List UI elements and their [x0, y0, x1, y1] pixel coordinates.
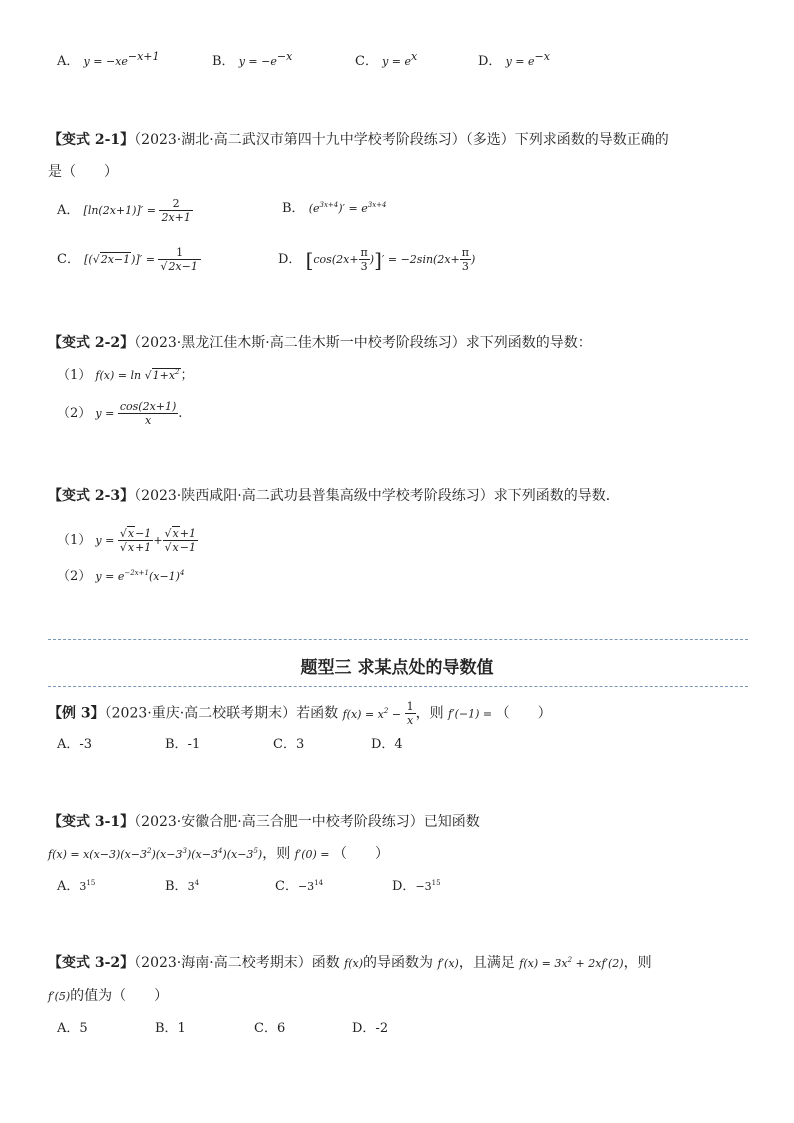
- v21-option-a: A． [ln(2x+1)]′ = $\frac{2}{2x+1}$: [57, 197, 191, 224]
- ex3-option-a: A．-3: [57, 737, 93, 752]
- v21-question-cont: 是（ ）: [48, 164, 118, 180]
- top-option-d: D． $y = e^{-x}$: [478, 50, 550, 69]
- v32-option-d: D．-2: [352, 1021, 389, 1036]
- v32-question: 【变式 3-2】（2023·海南·高二校考期末）函数 f(x)的导函数为 f′(x)，且满足 $f(x) = 3x^2 + 2xf'(2)$，则: [48, 955, 652, 971]
- v31-option-c: C．$-3^{14}$: [275, 879, 324, 894]
- ex3-question: 【例 3】（2023·重庆·高二校联考期末）若函数 $f(x) = x^2$ − $\frac{1}{x}$ ，则 f′(−1) = （ ）: [48, 700, 552, 727]
- section-divider-top: [48, 639, 748, 640]
- v21-option-c: C． [(√2x−1)]′ = $\frac{1}{√2x-1}$: [57, 246, 201, 273]
- v31-question: 【变式 3-1】（2023·安徽合肥·高三合肥一中校考阶段练习）已知函数: [48, 814, 480, 830]
- v21-option-b: B． $(e^{3x+4})' = e^{3x+4}$: [282, 201, 387, 216]
- section-title: 题型三 求某点处的导数值: [300, 658, 494, 678]
- v22-question: 【变式 2-2】（2023·黑龙江佳木斯·高二佳木斯一中校考阶段练习）求下列函数的导数：: [48, 335, 592, 351]
- v23-question: 【变式 2-3】（2023·陕西咸阳·高二武功县普集高级中学校考阶段练习）求下列函数的导数．: [48, 488, 620, 504]
- v23-part-1: （1） y = $\frac{√x-1}{√x+1}$ + $\frac{√x+1}{√x-1}$: [57, 527, 196, 554]
- top-option-b: B． $y = -e^{-x}$: [212, 50, 293, 69]
- v31-option-a: A．$3^{15}$: [57, 879, 96, 894]
- v22-part-2: （2） y = $\frac{\cos(2x+1)}{x}$ .: [57, 400, 183, 427]
- v32-question-cont: f′(5)的值为（ ）: [48, 988, 169, 1004]
- v31-function: $f(x) = x(x-3)(x-3^2)(x-3^3)(x-3^4)(x-3^5)$，则 f′(0) = （ ）: [48, 846, 390, 862]
- v21-option-d: D． [cos(2x+ $\frac{\pi}{3}$ )]′ = −2sin(2x+ $\frac{\pi}{3}$ ): [278, 246, 476, 273]
- ex3-option-b: B．-1: [165, 737, 201, 752]
- v23-part-2: （2） $y = e^{-2x+1}(x-1)^4$: [57, 569, 185, 584]
- section-divider-bottom: [48, 686, 748, 687]
- top-option-a: A． $y = -xe^{-x+1}$: [57, 50, 160, 69]
- v32-option-a: A．5: [57, 1021, 88, 1036]
- ex3-option-d: D．4: [371, 737, 403, 752]
- v31-option-b: B．$3^4$: [165, 879, 200, 894]
- v32-option-b: B．1: [155, 1021, 186, 1036]
- v32-option-c: C．6: [254, 1021, 286, 1036]
- top-option-c: C． $y = e^x$: [355, 50, 418, 69]
- v21-question: 【变式 2-1】（2023·湖北·高二武汉市第四十九中学校考阶段练习）（多选）下列求函数的导数正确的: [48, 132, 669, 148]
- v22-part-1: （1） $f(x) = \ln √1+x^2$；: [57, 368, 194, 383]
- v31-option-d: D．$-3^{15}$: [392, 879, 441, 894]
- ex3-option-c: C．3: [273, 737, 305, 752]
